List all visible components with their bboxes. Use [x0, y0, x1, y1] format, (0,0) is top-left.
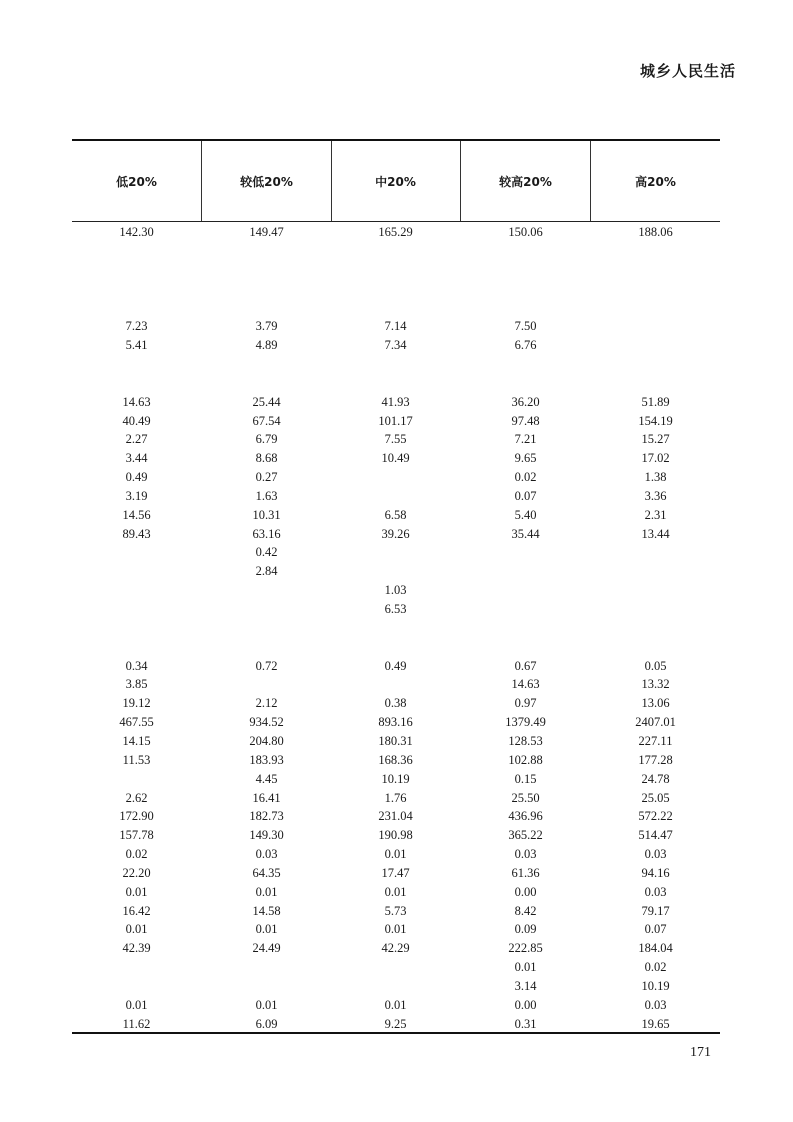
table-cell: 6.76 [514, 338, 537, 353]
table-cell: 0.01 [125, 884, 148, 899]
table-cell: 0.07 [644, 922, 667, 937]
table-cell: 7.23 [125, 319, 148, 334]
table-cell: 9.65 [514, 451, 537, 466]
table-cell: 128.53 [508, 733, 543, 748]
table-cell: 0.01 [255, 997, 278, 1012]
table-cell: 0.72 [255, 658, 278, 673]
table-cell: 8.42 [514, 903, 537, 918]
table-cell: 893.16 [378, 715, 413, 730]
table-cell: 16.41 [252, 790, 281, 805]
table-cell: 436.96 [508, 809, 543, 824]
table-cell: 1.63 [255, 488, 278, 503]
table-cell: 934.52 [249, 715, 284, 730]
table-cell: 183.93 [249, 752, 284, 767]
table-cell: 0.00 [514, 884, 537, 899]
table-cell: 1.38 [644, 470, 667, 485]
table-cell: 222.85 [508, 941, 543, 956]
table-cell: 0.01 [125, 997, 148, 1012]
table-cell: 10.19 [381, 771, 410, 786]
table-cell: 0.03 [514, 847, 537, 862]
table-cell: 79.17 [641, 903, 670, 918]
table-cell: 5.41 [125, 338, 148, 353]
table-cell: 2.27 [125, 432, 148, 447]
table-cell: 102.88 [508, 752, 543, 767]
table-cell: 0.01 [384, 922, 407, 937]
table-cell: 89.43 [122, 526, 151, 541]
table-cell: 41.93 [381, 394, 410, 409]
table-cell: 0.03 [644, 847, 667, 862]
table-cell: 10.19 [641, 979, 670, 993]
table-cell: 11.53 [122, 752, 151, 767]
table-cell: 0.31 [514, 1016, 537, 1031]
table-cell: 467.55 [119, 715, 154, 730]
table-cell: 0.01 [255, 884, 278, 899]
table-cell: 10.49 [381, 451, 410, 466]
table-cell: 67.54 [252, 413, 281, 428]
table-cell: 4.45 [255, 771, 278, 786]
table-cell: 2407.01 [635, 715, 676, 730]
table-cell: 0.02 [644, 960, 667, 975]
table-bottom-rule [72, 1032, 720, 1034]
table-cell: 25.05 [641, 790, 670, 805]
table-cell: 0.49 [384, 658, 407, 673]
column-header-high: 高20% [635, 174, 676, 189]
table-cell: 6.79 [255, 432, 278, 447]
table-cell: 7.34 [384, 338, 407, 353]
table-cell: 180.31 [378, 733, 413, 748]
running-head: 城乡人民生活 [640, 62, 737, 80]
table-cell: 2.62 [125, 790, 148, 805]
table-cell: 6.09 [255, 1016, 278, 1031]
table-cell: 7.14 [384, 319, 407, 334]
table-cell: 154.19 [638, 413, 673, 428]
table-cell: 514.47 [638, 828, 673, 843]
table-cell: 19.65 [641, 1016, 670, 1031]
table-cell: 7.50 [514, 319, 537, 334]
table-cell: 3.85 [125, 677, 148, 692]
table-cell: 14.56 [122, 507, 151, 522]
table-cell: 1379.49 [505, 715, 546, 730]
table-cell: 0.02 [125, 847, 148, 862]
table-cell: 64.35 [252, 865, 281, 880]
table-cell: 10.31 [252, 507, 281, 522]
table-cell: 149.30 [249, 828, 284, 843]
table-cell: 0.01 [125, 922, 148, 937]
table-cell: 2.31 [644, 507, 667, 522]
table-cell: 36.20 [511, 394, 540, 409]
table-cell: 17.47 [381, 865, 410, 880]
table-cell: 149.47 [249, 225, 284, 239]
table-cell: 177.28 [638, 752, 673, 767]
table-cell: 1.03 [384, 583, 407, 598]
table-cell: 0.03 [255, 847, 278, 862]
table-cell: 3.14 [514, 979, 537, 993]
table-cell: 0.01 [255, 922, 278, 937]
table-cell: 2.12 [255, 696, 278, 711]
table-cell: 227.11 [638, 733, 673, 748]
table-cell: 572.22 [638, 809, 673, 824]
table-cell: 0.34 [125, 658, 148, 673]
table-cell: 8.68 [255, 451, 278, 466]
table-cell: 14.15 [122, 733, 151, 748]
column-header-low: 低20% [116, 174, 157, 189]
table-cell: 22.20 [122, 865, 151, 880]
table-cell: 40.49 [122, 413, 151, 428]
table-cell: 0.02 [514, 470, 537, 485]
table-cell: 16.42 [122, 903, 151, 918]
table-cell: 13.32 [641, 677, 670, 692]
table-cell: 0.00 [514, 997, 537, 1012]
column-header-lower: 较低20% [240, 174, 293, 189]
table-cell: 0.42 [255, 545, 278, 560]
table-cell: 2.84 [255, 564, 278, 579]
page-number: 171 [690, 1045, 711, 1060]
table-header-rule [72, 221, 720, 222]
table-cell: 24.78 [641, 771, 670, 786]
table-cell: 7.21 [514, 432, 537, 447]
table-cell: 19.12 [122, 696, 151, 711]
table-cell: 0.01 [384, 884, 407, 899]
table-cell: 14.58 [252, 903, 281, 918]
table-cell: 157.78 [119, 828, 154, 843]
table-cell: 35.44 [511, 526, 540, 541]
table-cell: 17.02 [641, 451, 670, 466]
table-cell: 42.39 [122, 941, 151, 956]
table-cell: 25.50 [511, 790, 540, 805]
table-cell: 0.15 [514, 771, 537, 786]
table-cell: 184.04 [638, 941, 673, 956]
table-cell: 165.29 [378, 225, 413, 239]
table-cell: 94.16 [641, 865, 670, 880]
table-cell: 3.19 [125, 488, 148, 503]
table-cell: 190.98 [378, 828, 413, 843]
table-cell: 42.29 [381, 941, 410, 956]
table-cell: 51.89 [641, 394, 670, 409]
table-cell: 0.67 [514, 658, 537, 673]
table-cell: 15.27 [641, 432, 670, 447]
table-cell: 0.49 [125, 470, 148, 485]
table-cell: 204.80 [249, 733, 284, 748]
table-cell: 25.44 [252, 394, 281, 409]
column-header-middle: 中20% [375, 174, 416, 189]
table-cell: 0.97 [514, 696, 537, 711]
table-cell: 142.30 [119, 225, 154, 239]
table-cell: 0.01 [514, 960, 537, 975]
table-cell: 9.25 [384, 1016, 407, 1031]
table-cell: 3.44 [125, 451, 148, 466]
table-cell: 6.58 [384, 507, 407, 522]
table-cell: 97.48 [511, 413, 540, 428]
table-cell: 13.06 [641, 696, 670, 711]
column-header-higher: 较高20% [499, 174, 552, 189]
table-cell: 101.17 [378, 413, 413, 428]
table-cell: 0.07 [514, 488, 537, 503]
table-cell: 14.63 [122, 394, 151, 409]
table-cell: 4.89 [255, 338, 278, 353]
table-cell: 0.01 [384, 847, 407, 862]
table-cell: 188.06 [638, 225, 673, 239]
table-cell: 3.79 [255, 319, 278, 334]
table-cell: 5.73 [384, 903, 407, 918]
table-cell: 0.03 [644, 884, 667, 899]
table-cell: 0.01 [384, 997, 407, 1012]
table-cell: 0.38 [384, 696, 407, 711]
table-cell: 182.73 [249, 809, 284, 824]
table-cell: 39.26 [381, 526, 410, 541]
table-cell: 6.53 [384, 602, 407, 616]
table-cell: 0.05 [644, 658, 667, 673]
table-cell: 0.09 [514, 922, 537, 937]
table-cell: 0.03 [644, 997, 667, 1012]
table-cell: 7.55 [384, 432, 407, 447]
table-cell: 61.36 [511, 865, 540, 880]
table-cell: 0.27 [255, 470, 278, 485]
table-cell: 14.63 [511, 677, 540, 692]
table-cell: 63.16 [252, 526, 281, 541]
table-cell: 5.40 [514, 507, 537, 522]
table-cell: 13.44 [641, 526, 670, 541]
table-cell: 1.76 [384, 790, 407, 805]
table-cell: 24.49 [252, 941, 281, 956]
table-cell: 11.62 [122, 1016, 151, 1031]
table-cell: 365.22 [508, 828, 543, 843]
table-cell: 168.36 [378, 752, 413, 767]
table-cell: 150.06 [508, 225, 543, 239]
table-cell: 231.04 [378, 809, 413, 824]
table-cell: 172.90 [119, 809, 154, 824]
table-cell: 3.36 [644, 488, 667, 503]
